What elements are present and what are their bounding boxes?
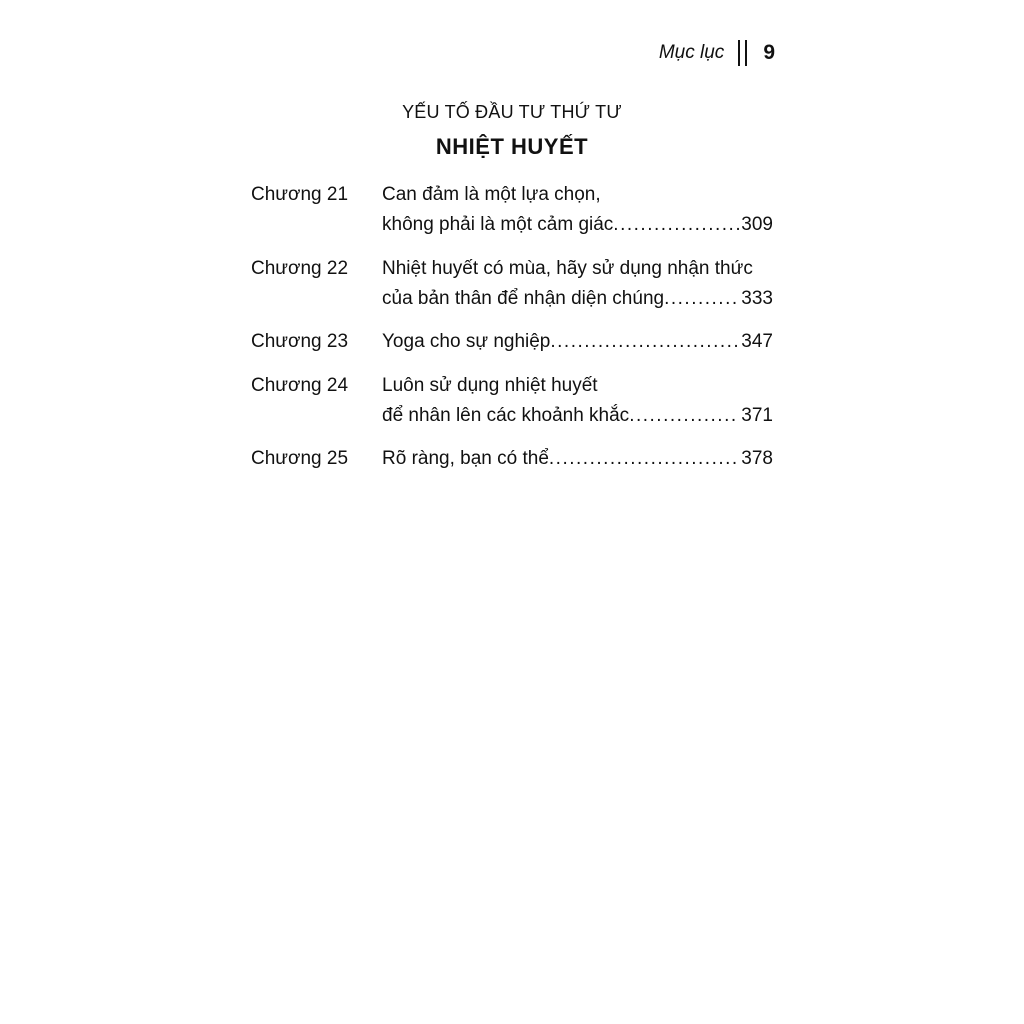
double-rule-divider bbox=[738, 40, 747, 66]
toc-title-last-line bbox=[382, 284, 773, 314]
toc-chapter-number: Chương 22 bbox=[251, 257, 349, 279]
toc-title-last-line bbox=[382, 327, 773, 357]
toc-title-last-line bbox=[382, 210, 773, 240]
page-number: 9 bbox=[763, 41, 775, 64]
toc-chapter-number: Chương 23 bbox=[251, 331, 349, 352]
toc-page-number: 309 bbox=[741, 214, 773, 235]
toc-entry-title bbox=[382, 371, 773, 431]
toc-chapter-number: Chương 25 bbox=[251, 448, 349, 469]
dot-leader bbox=[613, 210, 739, 240]
toc-entry bbox=[251, 254, 773, 314]
running-head bbox=[600, 40, 775, 66]
toc-entry-title bbox=[382, 254, 773, 314]
toc-page-number: 371 bbox=[741, 404, 773, 426]
toc-title-line: không phải là một cảm giác bbox=[382, 214, 614, 235]
table-of-contents bbox=[251, 180, 773, 488]
toc-page-number: 333 bbox=[741, 287, 773, 309]
dot-leader bbox=[629, 401, 739, 431]
dot-leader bbox=[549, 444, 739, 474]
toc-title-last-line bbox=[382, 444, 773, 474]
toc-chapter-number: Chương 24 bbox=[251, 374, 349, 396]
toc-title-line: để nhân lên các khoảnh khắc bbox=[382, 404, 630, 426]
toc-entry bbox=[251, 371, 773, 431]
toc-entry-title bbox=[382, 444, 773, 474]
toc-entry bbox=[251, 180, 773, 240]
toc-entry-title bbox=[382, 327, 773, 357]
toc-entry-title bbox=[382, 180, 773, 240]
toc-title-line: Yoga cho sự nghiệp bbox=[382, 331, 551, 352]
toc-page-number: 347 bbox=[741, 331, 773, 352]
toc-title-line: Nhiệt huyết có mùa, hãy sử dụng nhận thức bbox=[382, 257, 753, 279]
toc-entry bbox=[251, 444, 773, 474]
toc-title-last-line bbox=[382, 401, 773, 431]
toc-title-line: của bản thân để nhận diện chúng bbox=[382, 287, 665, 309]
part-label: YẾU TỐ ĐẦU TƯ THỨ TƯ bbox=[402, 102, 622, 122]
toc-chapter-number: Chương 21 bbox=[251, 184, 349, 205]
part-title: NHIỆT HUYẾT bbox=[435, 134, 589, 159]
toc-title-line: Rõ ràng, bạn có thể bbox=[382, 448, 549, 469]
toc-entry bbox=[251, 327, 773, 357]
toc-title-line: Luôn sử dụng nhiệt huyết bbox=[382, 374, 598, 396]
running-title: Mục lục bbox=[658, 42, 725, 63]
toc-page-number: 378 bbox=[741, 448, 773, 469]
toc-title-line: Can đảm là một lựa chọn, bbox=[382, 184, 601, 205]
dot-leader bbox=[550, 327, 739, 357]
dot-leader bbox=[664, 284, 739, 314]
